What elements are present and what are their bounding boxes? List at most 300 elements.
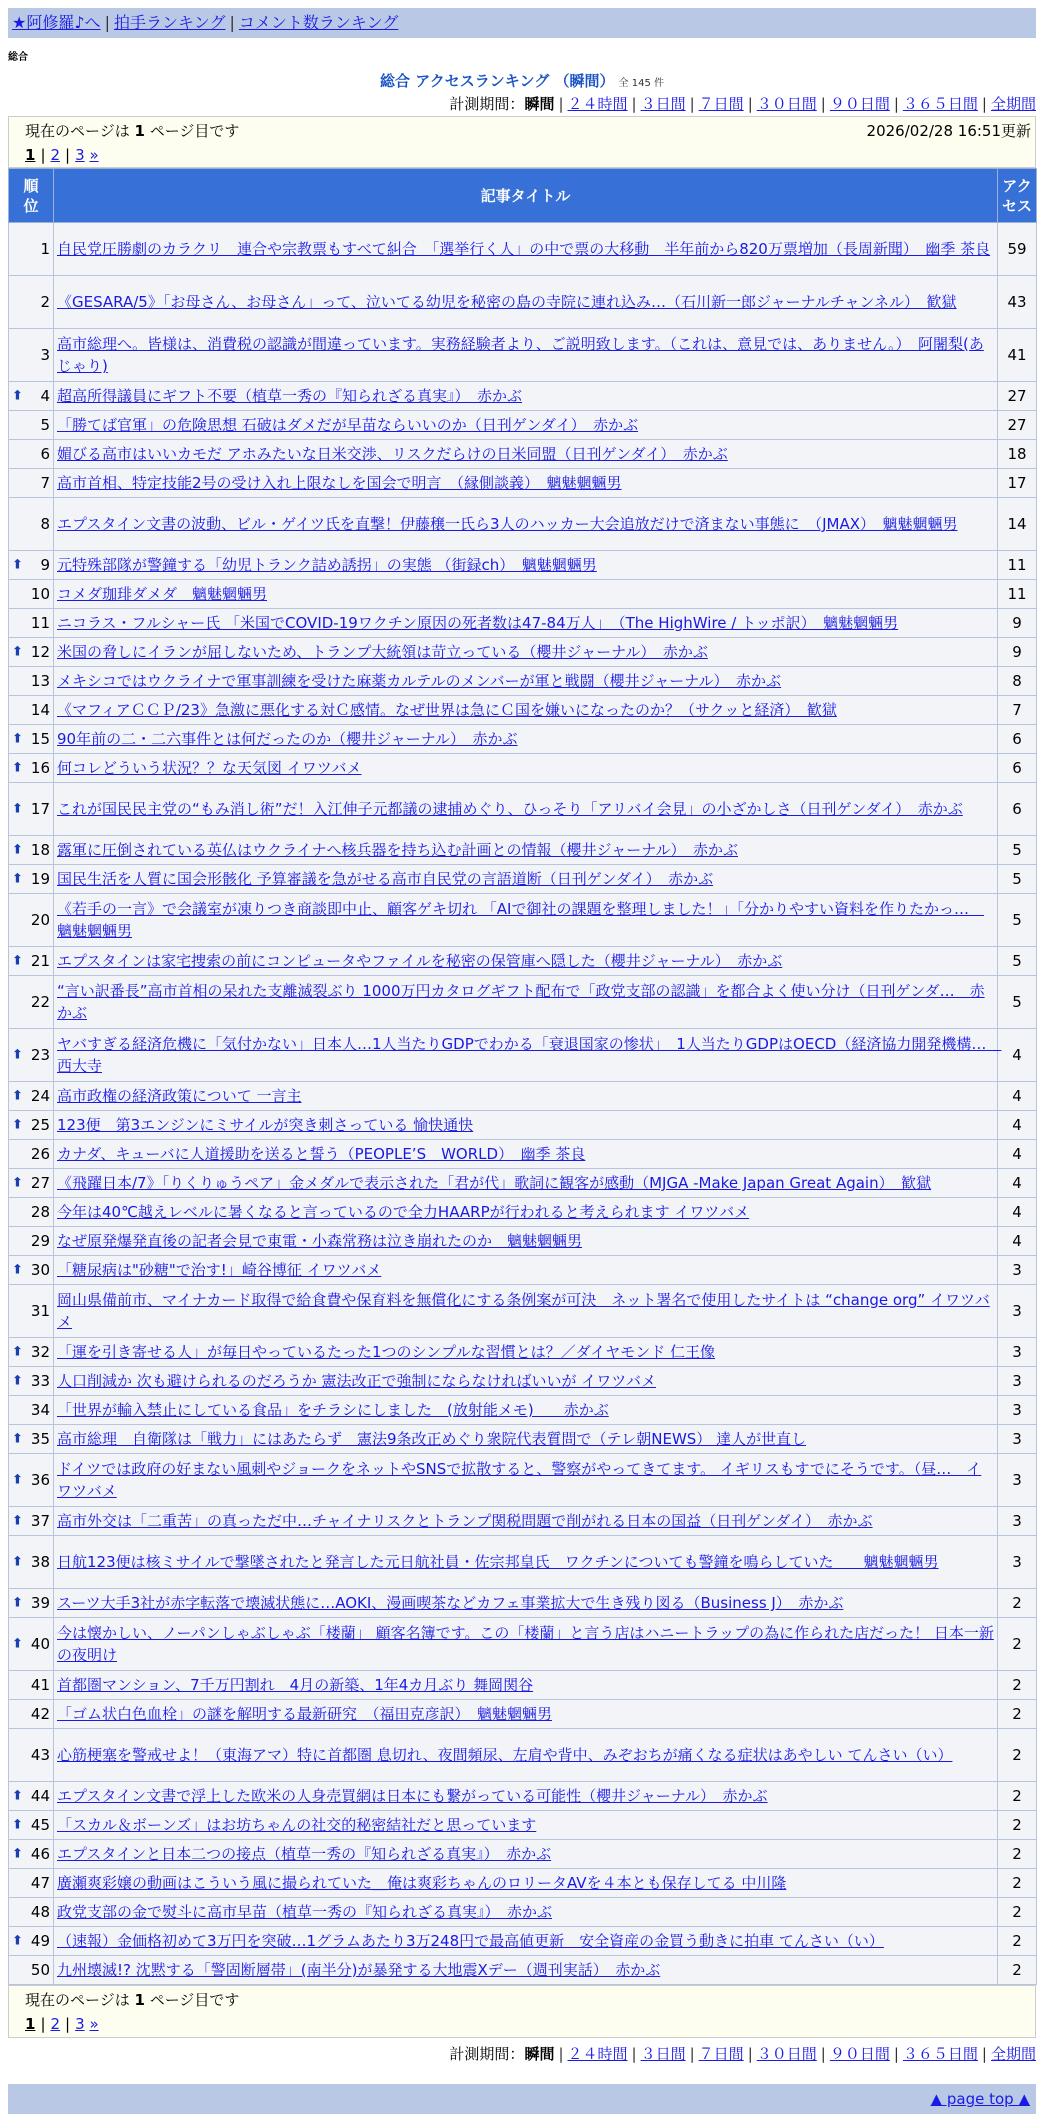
rank-cell <box>9 1729 54 1782</box>
article-link[interactable]: エプスタイン文書で浮上した欧米の人身売買網は日本にも繋がっている可能性（櫻井ジャーナル） 赤かぶ <box>57 1787 768 1805</box>
rank-cell <box>9 1198 54 1227</box>
access-count: 2 <box>998 1618 1037 1671</box>
rank-number: 22 <box>30 993 50 1011</box>
table-row <box>9 1782 1037 1811</box>
period-link[interactable]: ２４時間 <box>567 95 628 113</box>
rank-cell <box>9 1618 54 1671</box>
table-row <box>9 725 1037 754</box>
table-row <box>9 1729 1037 1782</box>
article-link[interactable]: これが国民民主党の“もみ消し術”だ！入江伸子元都議の逮捕めぐり、ひっそり「アリバイ会見」の小ざかしさ（日刊ゲンダイ） 赤かぶ <box>57 800 963 818</box>
period-separator: | <box>558 2045 564 2063</box>
period-separator: | <box>820 95 826 113</box>
clap-ranking-link[interactable]: 拍手ランキング <box>113 13 226 32</box>
article-link[interactable]: ニコラス・フルシャー氏 「米国でCOVID-19ワクチン原因の死者数は47-84万人」 （The HighWire / トッポ訳） 魑魅魍魎男 <box>57 614 899 632</box>
rank-cell <box>9 1367 54 1396</box>
title-cell <box>54 440 998 469</box>
title-cell <box>54 1425 998 1454</box>
title-cell <box>54 1671 998 1700</box>
article-link[interactable]: 《若手の一言》で会議室が凍りつき商談即中止、顧客ゲキ切れ 「AIで御社の課題を整理しました！」「分かりやすい資料を作りたかっ… 魑魅魍魎男 <box>57 900 984 940</box>
access-count: 2 <box>998 1927 1037 1956</box>
table-row <box>9 382 1037 411</box>
access-count: 3 <box>998 1454 1037 1507</box>
page-status: 現在のページは 1 ページ目です <box>25 1991 240 2009</box>
rank-number: 13 <box>30 672 50 690</box>
period-link[interactable]: 全期間 <box>990 2045 1036 2063</box>
article-link[interactable]: 政党支部の金で熨斗に高市早苗（植草一秀の『知られざる真実』） 赤かぶ <box>57 1903 553 1921</box>
access-count: 11 <box>998 551 1037 580</box>
rank-number: 41 <box>30 1676 50 1694</box>
access-count: 2 <box>998 1869 1037 1898</box>
next-page-link[interactable]: » <box>89 2015 99 2033</box>
access-count: 2 <box>998 1782 1037 1811</box>
title-header: 記事タイトル <box>54 169 998 223</box>
table-row <box>9 1927 1037 1956</box>
access-count: 5 <box>998 894 1037 947</box>
title-cell <box>54 1927 998 1956</box>
article-link[interactable]: ヤバすぎる経済危機に「気付かない」日本人…1人当たりGDPでわかる「衰退国家の惨状」 1人当たりGDPはOECD（経済協力開発機構… 西大寺 <box>57 1035 1002 1075</box>
up-arrow-icon: ⬆ <box>12 731 23 747</box>
period-selector-bottom <box>8 2042 1036 2066</box>
rank-cell <box>9 498 54 551</box>
table-row <box>9 498 1037 551</box>
period-separator: | <box>747 2045 753 2063</box>
article-link[interactable]: コメダ珈琲ダメダ 魑魅魍魎男 <box>57 585 268 603</box>
rank-cell <box>9 1869 54 1898</box>
title-cell <box>54 411 998 440</box>
up-arrow-icon: ⬆ <box>12 1595 23 1611</box>
rank-number: 15 <box>30 730 50 748</box>
rank-cell <box>9 1256 54 1285</box>
access-count: 9 <box>998 638 1037 667</box>
page-top-link[interactable]: ▲ page top ▲ <box>930 2090 1030 2108</box>
next-page-link[interactable]: » <box>89 146 99 164</box>
article-link[interactable]: 「ゴム状白色血栓」の謎を解明する最新研究 （福田克彦訳） 魑魅魍魎男 <box>57 1705 553 1723</box>
rank-cell <box>9 411 54 440</box>
article-link[interactable]: 今は懐かしい、ノーパンしゃぶしゃぶ「楼蘭」 顧客名簿です。この「楼蘭」と言う店はハニートラップの為に作られた店だった！ 日本一新の夜明け <box>57 1624 994 1664</box>
up-arrow-icon: ⬆ <box>12 1047 23 1063</box>
rank-number: 25 <box>30 1116 50 1134</box>
page-link[interactable]: 2 <box>50 2015 61 2033</box>
rank-number: 6 <box>40 445 50 463</box>
rank-number: 24 <box>30 1087 50 1105</box>
rank-cell <box>9 1454 54 1507</box>
access-count: 9 <box>998 609 1037 638</box>
table-row <box>9 1536 1037 1589</box>
access-count: 2 <box>998 1589 1037 1618</box>
rank-cell <box>9 1927 54 1956</box>
access-count: 27 <box>998 411 1037 440</box>
rank-number: 50 <box>30 1961 50 1979</box>
article-link[interactable]: カナダ、キューバに人道援助を送ると誓う（PEOPLE’S WORLD） 幽季 茶良 <box>57 1145 586 1163</box>
period-separator: | <box>747 95 753 113</box>
up-arrow-icon: ⬆ <box>12 1636 23 1652</box>
updated-timestamp: 2026/02/28 16:51更新 <box>866 122 1031 140</box>
access-count: 4 <box>998 1082 1037 1111</box>
table-row <box>9 667 1037 696</box>
access-count: 6 <box>998 725 1037 754</box>
rank-cell <box>9 1338 54 1367</box>
article-link[interactable]: 米国の脅しにイランが屈しないため、トランプ大統領は苛立っている（櫻井ジャーナル） 赤かぶ <box>57 643 708 661</box>
up-arrow-icon: ⬆ <box>12 953 23 969</box>
article-link[interactable]: 超高所得議員にギフト不要（植草一秀の『知られざる真実』） 赤かぶ <box>57 387 523 405</box>
table-row <box>9 1840 1037 1869</box>
title-cell <box>54 1618 998 1671</box>
rank-cell <box>9 696 54 725</box>
access-count: 4 <box>998 1140 1037 1169</box>
access-count: 3 <box>998 1425 1037 1454</box>
title-cell <box>54 947 998 976</box>
rank-number: 3 <box>40 346 50 364</box>
rank-cell <box>9 836 54 865</box>
access-count: 14 <box>998 498 1037 551</box>
period-link[interactable]: ９０日間 <box>829 2045 890 2063</box>
article-link[interactable]: エプスタインと日本二つの接点（植草一秀の『知られざる真実』） 赤かぶ <box>57 1845 552 1863</box>
rank-number: 33 <box>30 1372 50 1390</box>
up-arrow-icon: ⬆ <box>12 1344 23 1360</box>
rank-number: 21 <box>30 952 50 970</box>
nav-separator: | <box>104 13 110 32</box>
access-count: 3 <box>998 1285 1037 1338</box>
rank-number: 27 <box>30 1174 50 1192</box>
article-link[interactable]: 高市総理 自衛隊は「戦力」にはあたらず 憲法9条改正めぐり衆院代表質問で（テレ朝NEWS） 達人が世直し <box>57 1430 807 1448</box>
access-header: アクセス <box>998 169 1037 223</box>
title-cell <box>54 1082 998 1111</box>
access-count: 3 <box>998 1396 1037 1425</box>
rank-number: 36 <box>30 1471 50 1489</box>
article-link[interactable]: 日航123便は核ミサイルで撃墜されたと発言した元日航社員・佐宗邦皇氏 ワクチンについても警鐘を鳴らしていた 魑魅魍魎男 <box>57 1553 939 1571</box>
article-link[interactable]: 90年前の二・二六事件とは何だったのか（櫻井ジャーナル） 赤かぶ <box>57 730 518 748</box>
page-separator: | <box>65 2015 71 2033</box>
title-cell <box>54 1169 998 1198</box>
ranking-title: 総合 アクセスランキング （瞬間） <box>380 72 615 90</box>
article-link[interactable]: 人口削減か 次も避けられるのだろうか 憲法改正で強制にならなければいいが イワツバメ <box>57 1372 657 1390</box>
rank-cell <box>9 976 54 1029</box>
title-cell <box>54 276 998 329</box>
rank-number: 30 <box>30 1261 50 1279</box>
article-link[interactable]: 高市政権の経済政策について 一言主 <box>57 1087 302 1105</box>
rank-cell <box>9 1589 54 1618</box>
page-link[interactable]: 2 <box>50 146 61 164</box>
period-link[interactable]: ３日間 <box>640 2045 686 2063</box>
rank-number: 4 <box>40 387 50 405</box>
up-arrow-icon: ⬆ <box>12 1788 23 1804</box>
title-cell <box>54 1198 998 1227</box>
rank-cell <box>9 1782 54 1811</box>
title-cell <box>54 976 998 1029</box>
up-arrow-icon: ⬆ <box>12 1554 23 1570</box>
period-separator: | <box>631 95 637 113</box>
period-separator: | <box>558 95 564 113</box>
period-separator: | <box>631 2045 637 2063</box>
article-link[interactable]: 「世界が輸入禁止にしている食品」をチラシにしました (放射能メモ) 赤かぶ <box>57 1401 609 1419</box>
up-arrow-icon: ⬆ <box>12 644 23 660</box>
article-link[interactable]: 廣瀬爽彩嬢の動画はこういう風に撮られていた＿俺は爽彩ちゃんのロリータAVを４本とも保存してる 中川隆 <box>57 1874 787 1892</box>
rank-cell <box>9 865 54 894</box>
article-link[interactable]: 「スカル＆ボーンズ」はお坊ちゃんの社交的秘密結社だと思っています <box>57 1816 537 1834</box>
rank-cell <box>9 1536 54 1589</box>
page-separator: | <box>40 2015 46 2033</box>
page-link[interactable]: 3 <box>75 2015 85 2033</box>
access-count: 8 <box>998 667 1037 696</box>
article-link[interactable]: 九州壊滅!? 沈黙する「警固断層帯」(南半分)が暴発する大地震Xデー（週刊実話） 赤かぶ <box>57 1961 661 1979</box>
period-separator: | <box>689 2045 695 2063</box>
rank-number: 20 <box>30 911 50 929</box>
access-count: 4 <box>998 1198 1037 1227</box>
period-link[interactable]: ３６５日間 <box>902 95 978 113</box>
title-cell <box>54 329 998 382</box>
article-link[interactable]: （速報）金価格初めて3万円を突破…1グラムあたり3万248円で最高値更新 安全資産の金買う動きに拍車 てんさい（い） <box>57 1932 884 1950</box>
up-arrow-icon: ⬆ <box>12 871 23 887</box>
up-arrow-icon: ⬆ <box>12 1817 23 1833</box>
period-link[interactable]: ７日間 <box>698 2045 744 2063</box>
access-count: 7 <box>998 696 1037 725</box>
rank-cell <box>9 1956 54 1985</box>
access-count: 2 <box>998 1898 1037 1927</box>
period-link[interactable]: 全期間 <box>990 95 1036 113</box>
article-link[interactable]: “言い訳番長”高市首相の呆れた支離滅裂ぶり 1000万円カタログギフト配布で「政党支部の認識」を都合よく使い分け（日刊ゲンダ… 赤かぶ <box>57 982 985 1022</box>
up-arrow-icon: ⬆ <box>12 557 23 573</box>
table-row <box>9 1671 1037 1700</box>
rank-number: 48 <box>30 1903 50 1921</box>
rank-number: 34 <box>30 1401 50 1419</box>
rank-cell <box>9 667 54 696</box>
period-separator: | <box>893 95 899 113</box>
title-cell <box>54 1782 998 1811</box>
rank-number: 29 <box>30 1232 50 1250</box>
title-cell <box>54 382 998 411</box>
title-cell <box>54 894 998 947</box>
access-count: 2 <box>998 1700 1037 1729</box>
period-separator: | <box>981 95 987 113</box>
article-link[interactable]: 露軍に圧倒されている英仏はウクライナへ核兵器を持ち込む計画との情報（櫻井ジャーナル） 赤かぶ <box>57 841 739 859</box>
page-current: 1 <box>25 146 36 164</box>
rank-cell <box>9 725 54 754</box>
rank-number: 8 <box>40 515 50 533</box>
rank-number: 40 <box>30 1635 50 1653</box>
table-row <box>9 894 1037 947</box>
table-row <box>9 1425 1037 1454</box>
access-count: 43 <box>998 276 1037 329</box>
table-row <box>9 609 1037 638</box>
period-link[interactable]: ９０日間 <box>829 95 890 113</box>
rank-cell <box>9 1285 54 1338</box>
access-count: 2 <box>998 1671 1037 1700</box>
access-count: 2 <box>998 1729 1037 1782</box>
access-count: 5 <box>998 865 1037 894</box>
access-count: 2 <box>998 1811 1037 1840</box>
title-cell <box>54 1285 998 1338</box>
article-link[interactable]: エプスタインは家宅捜索の前にコンピュータやファイルを秘密の保管庫へ隠した（櫻井ジャーナル） 赤かぶ <box>57 952 783 970</box>
article-link[interactable]: 「勝てば官軍」の危険思想 石破はダメだが早苗ならいいのか（日刊ゲンダイ） 赤かぶ <box>57 416 639 434</box>
rank-number: 49 <box>30 1932 50 1950</box>
period-separator: | <box>820 2045 826 2063</box>
title-cell <box>54 1869 998 1898</box>
table-row <box>9 551 1037 580</box>
rank-cell <box>9 1425 54 1454</box>
table-row <box>9 696 1037 725</box>
pagination <box>25 143 1031 167</box>
rank-cell <box>9 638 54 667</box>
rank-number: 14 <box>30 701 50 719</box>
article-link[interactable]: メキシコではウクライナで軍事訓練を受けた麻薬カルテルのメンバーが軍と戦闘（櫻井ジャーナル） 赤かぶ <box>57 672 782 690</box>
article-link[interactable]: 「糖尿病は"砂糖"で治す!」崎谷博征 イワツバメ <box>57 1261 382 1279</box>
table-row <box>9 1396 1037 1425</box>
page-current: 1 <box>25 2015 36 2033</box>
article-link[interactable]: 《GESARA/5》「お母さん、お母さん」って、泣いてる幼児を秘密の島の寺院に連れ込み…（石川新一郎ジャーナルチャンネル） 歓獄 <box>57 293 957 311</box>
access-count: 5 <box>998 947 1037 976</box>
title-cell <box>54 1898 998 1927</box>
up-arrow-icon: ⬆ <box>12 1513 23 1529</box>
rank-cell <box>9 1671 54 1700</box>
title-cell <box>54 754 998 783</box>
table-row <box>9 1198 1037 1227</box>
rank-cell <box>9 609 54 638</box>
rank-number: 37 <box>30 1512 50 1530</box>
rank-cell <box>9 1396 54 1425</box>
article-link[interactable]: 媚びる高市はいいカモだ アホみたいな日米交渉、リスクだらけの日米同盟（日刊ゲンダイ） 赤かぶ <box>57 445 728 463</box>
table-row <box>9 1956 1037 1985</box>
rank-cell <box>9 1140 54 1169</box>
rank-number: 35 <box>30 1430 50 1448</box>
period-label: 計測期間： <box>449 95 525 113</box>
page-title <box>8 70 1036 92</box>
period-separator: | <box>689 95 695 113</box>
table-row <box>9 329 1037 382</box>
rank-number: 2 <box>40 293 50 311</box>
rank-number: 7 <box>40 474 50 492</box>
title-cell <box>54 1140 998 1169</box>
rank-number: 18 <box>30 841 50 859</box>
title-cell <box>54 696 998 725</box>
rank-header: 順位 <box>9 169 54 223</box>
title-cell <box>54 865 998 894</box>
title-cell <box>54 725 998 754</box>
title-cell <box>54 1029 1002 1082</box>
rank-number: 42 <box>30 1705 50 1723</box>
article-link[interactable]: なぜ原発爆発直後の記者会見で東電・小森常務は泣き崩れたのか 魑魅魍魎男 <box>57 1232 583 1250</box>
period-current: 瞬間 <box>524 95 555 113</box>
period-link[interactable]: ３６５日間 <box>902 2045 978 2063</box>
article-link[interactable]: 高市外交は「二重苦」の真っただ中…チャイナリスクとトランプ関税問題で削がれる日本の国益（日刊ゲンダイ） 赤かぶ <box>57 1512 873 1530</box>
period-link[interactable]: ３日間 <box>640 95 686 113</box>
rank-number: 5 <box>40 416 50 434</box>
period-separator: | <box>981 2045 987 2063</box>
ranking-table <box>8 168 1037 1985</box>
home-link[interactable]: ★阿修羅♪へ <box>12 13 101 32</box>
article-link[interactable]: 「運を引き寄せる人」が毎日やっているたった1つのシンプルな習慣とは？／ダイヤモンド 仁王像 <box>57 1343 716 1361</box>
article-link[interactable]: 自民党圧勝劇のカラクリ 連合や宗教票もすべて糾合 「選挙行く人」の中で票の大移動 半年前から820万票増加（長周新聞） 幽季 茶良 <box>57 240 991 258</box>
up-arrow-icon: ⬆ <box>12 760 23 776</box>
page-link[interactable]: 3 <box>75 146 85 164</box>
article-link[interactable]: 《マフィアＣＣＰ/23》急激に悪化する対Ｃ感情。なぜ世界は急にＣ国を嫌いになったのか？（サクッと経済） 歓獄 <box>57 701 837 719</box>
table-row <box>9 1367 1037 1396</box>
table-row <box>9 1285 1037 1338</box>
rank-number: 38 <box>30 1553 50 1571</box>
table-row <box>9 580 1037 609</box>
article-link[interactable]: 心筋梗塞を警戒せよ！（東海アマ）特に首都圏 息切れ、夜間頻尿、左肩や背中、みぞおちが痛くなる症状はあやしい てんさい（い） <box>57 1746 953 1764</box>
title-cell <box>54 498 998 551</box>
table-row <box>9 1898 1037 1927</box>
up-arrow-icon: ⬆ <box>12 1933 23 1949</box>
table-row <box>9 1029 1037 1082</box>
rank-cell <box>9 276 54 329</box>
up-arrow-icon: ⬆ <box>12 1117 23 1133</box>
table-row <box>9 1507 1037 1536</box>
access-count: 41 <box>998 329 1037 382</box>
pagination-bottom <box>25 2012 1031 2036</box>
title-cell <box>54 1700 998 1729</box>
table-row <box>9 754 1037 783</box>
article-link[interactable]: 高市総理へ。皆様は、消費税の認識が間違っています。実務経験者より、ご説明致します。（これは、意見では、ありません。） 阿闍梨(あじゃり) <box>57 335 984 375</box>
article-link[interactable]: スーツ大手3社が赤字転落で壊滅状態に…AOKI、漫画喫茶などカフェ事業拡大で生き残り図る（Business J） 赤かぶ <box>57 1594 844 1612</box>
period-separator: | <box>893 2045 899 2063</box>
title-cell <box>54 1536 998 1589</box>
period-link[interactable]: ３０日間 <box>756 2045 817 2063</box>
rank-number: 10 <box>30 585 50 603</box>
rank-number: 32 <box>30 1343 50 1361</box>
rank-number: 47 <box>30 1874 50 1892</box>
access-count: 17 <box>998 469 1037 498</box>
article-link[interactable]: 《飛躍日本/7》「りくりゅうペア」金メダルで表示された「君が代」歌詞に観客が感動（MJGA -Make Japan Great Again） 歓獄 <box>57 1174 932 1192</box>
article-link[interactable]: エプスタイン文書の波動、ビル・ゲイツ氏を直撃！伊藤穣一氏ら3人のハッカー大会追放だけで済まない事態に （JMAX） 魑魅魍魎男 <box>57 515 958 533</box>
up-arrow-icon: ⬆ <box>12 1262 23 1278</box>
title-cell <box>54 580 998 609</box>
access-count: 3 <box>998 1536 1037 1589</box>
title-cell <box>54 1338 998 1367</box>
rank-number: 12 <box>30 643 50 661</box>
title-cell <box>54 638 998 667</box>
article-link[interactable]: 123便 第3エンジンにミサイルが突き刺さっている 愉快通快 <box>57 1116 474 1134</box>
table-row <box>9 1454 1037 1507</box>
title-cell <box>54 1507 998 1536</box>
table-row <box>9 865 1037 894</box>
comment-ranking-link[interactable]: コメント数ランキング <box>238 13 399 32</box>
table-row <box>9 976 1037 1029</box>
table-row <box>9 1338 1037 1367</box>
table-row <box>9 638 1037 667</box>
up-arrow-icon: ⬆ <box>12 1175 23 1191</box>
period-selector <box>8 92 1036 116</box>
top-navigation <box>8 8 1036 38</box>
period-link[interactable]: ３０日間 <box>756 95 817 113</box>
title-cell <box>54 1256 998 1285</box>
access-count: 3 <box>998 1507 1037 1536</box>
access-count: 4 <box>998 1169 1037 1198</box>
article-link[interactable]: 今年は40℃越えレベルに暑くなると言っているので全力HAARPが行われると考えられます イワツバメ <box>57 1203 750 1221</box>
access-count: 4 <box>998 1227 1037 1256</box>
article-link[interactable]: 高市首相、特定技能2号の受け入れ上限なしを国会で明言 （縁側談義） 魑魅魍魎男 <box>57 474 622 492</box>
article-link[interactable]: 国民生活を人質に国会形骸化 予算審議を急がせる高市自民党の言語道断（日刊ゲンダイ） 赤かぶ <box>57 870 714 888</box>
article-link[interactable]: 首都圏マンション、7千万円割れ 4月の新築、1年4カ月ぶり 舞岡関谷 <box>57 1676 534 1694</box>
table-row <box>9 469 1037 498</box>
rank-number: 43 <box>30 1746 50 1764</box>
period-link[interactable]: ７日間 <box>698 95 744 113</box>
title-cell <box>54 1396 998 1425</box>
article-link[interactable]: ドイツでは政府の好まない風刺やジョークをネットやSNSで拡散すると、警察がやってきてます。 イギリスもすでにそうです。（昼… イワツバメ <box>57 1460 982 1500</box>
article-link[interactable]: 元特殊部隊が警鐘する「幼児トランク詰め誘拐」の実態 （街録ch） 魑魅魍魎男 <box>57 556 597 574</box>
rank-cell <box>9 223 54 276</box>
page-separator: | <box>65 146 71 164</box>
title-cell <box>54 223 998 276</box>
period-current: 瞬間 <box>524 2045 555 2063</box>
period-link[interactable]: ２４時間 <box>567 2045 628 2063</box>
article-link[interactable]: 何コレどういう状況？？な天気図 イワツバメ <box>57 759 362 777</box>
title-cell <box>54 469 998 498</box>
title-cell <box>54 1840 998 1869</box>
article-link[interactable]: 岡山県備前市、マイナカード取得で給食費や保育料を無償化にする条例案が可決 ネット署名で使用したサイトは “change org” イワツバメ <box>57 1291 990 1331</box>
table-row <box>9 1869 1037 1898</box>
title-cell <box>54 551 998 580</box>
